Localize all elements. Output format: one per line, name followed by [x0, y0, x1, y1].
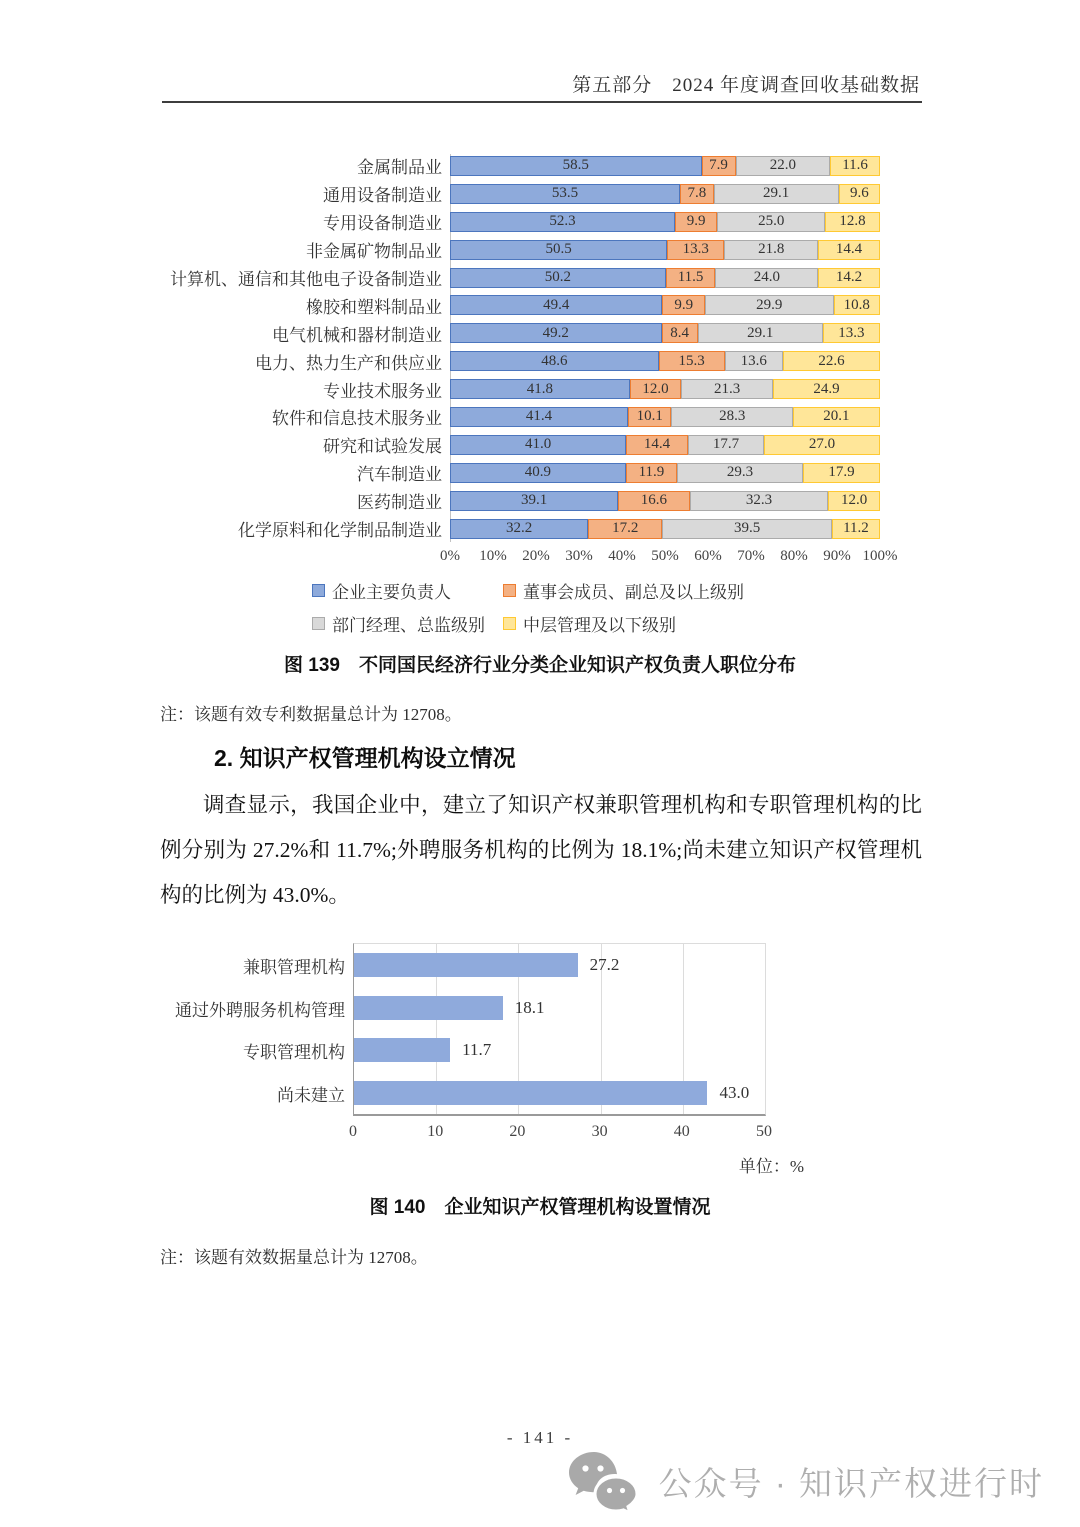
chart1-x-tick: 40%	[608, 548, 636, 565]
chart1-category-label: 电气机械和器材制造业	[272, 325, 442, 345]
chart1-row	[160, 152, 890, 180]
chart2-bar	[354, 996, 503, 1020]
chart1-bar-segment: 29.1	[698, 323, 823, 343]
chart1-row	[160, 375, 890, 403]
chart1-bar-segment: 49.4	[450, 295, 662, 315]
chart1-bar-segment: 20.1	[793, 407, 879, 427]
chart1-bar	[450, 156, 880, 176]
chart1-bar-segment: 29.1	[714, 184, 839, 204]
chart1-bar-segment: 24.9	[773, 379, 880, 399]
legend-swatch	[503, 584, 516, 597]
chart1-row	[160, 487, 890, 515]
chart1-bar-segment: 52.3	[450, 212, 675, 232]
legend-label: 董事会成员、副总及以上级别	[523, 583, 744, 602]
chart1-category-label: 医药制造业	[357, 493, 442, 513]
chart1-category-label: 专用设备制造业	[323, 214, 442, 234]
page-header: 第五部分 2024 年度调查回收基础数据	[572, 75, 920, 96]
chart1-bar-segment: 27.0	[764, 435, 880, 455]
chart1-row	[160, 208, 890, 236]
chart2-x-tick: 20	[509, 1123, 526, 1140]
chart1-bar-segment: 39.5	[662, 519, 832, 539]
body-paragraph: 调查显示，我国企业中，建立了知识产权兼职管理机构和专职管理机构的比例分别为 27.2%和 11.7%;外聘服务机构的比例为 18.1%;尚未建立知识产权管理机构的比例为 43.0%。	[160, 793, 922, 907]
chart1-bar-segment: 11.5	[666, 268, 715, 288]
chart1-bar-segment: 48.6	[450, 351, 659, 371]
chart2-x-tick: 40	[673, 1123, 690, 1140]
chart1-bar-segment: 17.2	[588, 519, 662, 539]
chart1-bar-segment: 17.9	[803, 463, 880, 483]
chart1-bar-segment: 10.1	[628, 407, 671, 427]
chart1-category-label: 金属制品业	[357, 158, 442, 178]
chart1-row	[160, 347, 890, 375]
chart1-bar-segment: 12.0	[828, 491, 880, 511]
chart1-x-tick: 0%	[440, 548, 460, 565]
chart2-bar	[354, 1081, 707, 1105]
chart1-bar-segment: 9.6	[839, 184, 880, 204]
legend-label: 企业主要负责人	[332, 583, 451, 602]
chart1-bar-segment: 25.0	[717, 212, 825, 232]
figure140-caption: 图 140 企业知识产权管理机构设置情况	[369, 1197, 711, 1218]
chart1-bar-segment: 14.2	[818, 268, 879, 288]
chart1-bar-segment: 32.3	[690, 491, 829, 511]
chart1-category-label: 非金属矿物制品业	[306, 242, 442, 262]
chart1-bar	[450, 379, 880, 399]
chart1-bar	[450, 435, 880, 455]
section-heading: 2. 知识产权管理机构设立情况	[214, 745, 516, 771]
chart1-category-label: 研究和试验发展	[323, 437, 442, 457]
chart2-unit-label: 单位：%	[738, 1157, 804, 1176]
chart2-value-label: 27.2	[589, 955, 620, 975]
chart1-x-tick: 80%	[780, 548, 808, 565]
chart1-bar-segment: 32.2	[450, 519, 588, 539]
chart1-bar-segment: 53.5	[450, 184, 680, 204]
chart1-bar-segment: 11.2	[832, 519, 880, 539]
legend-label: 部门经理、总监级别	[332, 616, 485, 635]
chart2-plot-area	[353, 943, 766, 1116]
chart2-value-label: 11.7	[462, 1040, 492, 1060]
chart1-bar	[450, 407, 880, 427]
chart1-category-label: 橡胶和塑料制品业	[306, 297, 442, 317]
chart1-bar	[450, 212, 880, 232]
watermark	[567, 1450, 1044, 1512]
chart1-x-tick: 20%	[522, 548, 550, 565]
chart1-bar-segment: 29.9	[705, 295, 834, 315]
chart1-bar-segment: 40.9	[450, 463, 626, 483]
chart1-category-label: 专业技术服务业	[323, 381, 442, 401]
chart1-row	[160, 431, 890, 459]
chart2-value-label: 43.0	[719, 1082, 750, 1102]
chart2-x-tick: 30	[591, 1123, 608, 1140]
chart1-category-label: 电力、热力生产和供应业	[255, 353, 442, 373]
figure140-note: 注：该题有效数据量总计为 12708。	[160, 1248, 428, 1267]
chart1-legend-item	[312, 578, 503, 603]
watermark-text: 公众号 · 知识产权进行时	[658, 1464, 1044, 1502]
chart1-bar-segment: 13.3	[667, 240, 724, 260]
chart2-x-tick: 50	[756, 1123, 772, 1140]
legend-swatch	[503, 617, 516, 630]
legend-swatch	[312, 617, 325, 630]
chart1-bar-segment: 58.5	[450, 156, 702, 176]
chart1-row	[160, 291, 890, 319]
chart1-bar-segment: 22.6	[783, 351, 880, 371]
chart1-bar-segment: 41.0	[450, 435, 626, 455]
chart1-bar-segment: 15.3	[659, 351, 725, 371]
chart1-bar	[450, 268, 880, 288]
chart1-legend	[312, 578, 744, 636]
chart1-bar-segment: 39.1	[450, 491, 618, 511]
chart1-bar	[450, 491, 880, 511]
chart1-bar-segment: 13.3	[823, 323, 880, 343]
chart1-category-label: 软件和信息技术服务业	[272, 409, 442, 429]
chart1-row	[160, 236, 890, 264]
chart-ip-management-setup	[160, 940, 860, 1175]
chart1-bar-segment: 49.2	[450, 323, 662, 343]
chart1-bar-segment: 50.2	[450, 268, 666, 288]
chart2-bar	[354, 1038, 450, 1062]
chart1-bar	[450, 463, 880, 483]
chart2-x-axis-ticks	[349, 1123, 772, 1145]
chart1-legend-item	[503, 611, 744, 636]
chart1-legend-item	[503, 578, 744, 603]
header-divider	[162, 101, 922, 103]
page-number: - 141 -	[506, 1428, 574, 1447]
chart1-bar-segment: 10.8	[834, 295, 880, 315]
chart1-bar-segment: 16.6	[618, 491, 689, 511]
chart1-row	[160, 459, 890, 487]
legend-label: 中层管理及以下级别	[523, 616, 676, 635]
chart1-bar-segment: 8.4	[662, 323, 698, 343]
chart2-category-label: 兼职管理机构	[243, 958, 345, 978]
chart1-bar-segment: 28.3	[671, 407, 793, 427]
chart1-x-tick: 100%	[862, 548, 898, 565]
chart1-bar-segment: 17.7	[688, 435, 764, 455]
chart1-row	[160, 403, 890, 431]
chart1-bar	[450, 295, 880, 315]
chart1-category-label: 计算机、通信和其他电子设备制造业	[170, 270, 442, 289]
chart1-bar	[450, 351, 880, 371]
chart1-bar-segment: 24.0	[715, 268, 818, 288]
figure139-caption: 图 139 不同国民经济行业分类企业知识产权负责人职位分布	[284, 655, 796, 676]
chart2-value-label: 18.1	[514, 997, 545, 1017]
chart-position-distribution	[160, 152, 898, 572]
chart1-bar	[450, 184, 880, 204]
chart1-x-axis-ticks	[440, 548, 898, 572]
chart1-row	[160, 180, 890, 208]
chart1-bar	[450, 519, 880, 539]
chart1-bar-segment: 50.5	[450, 240, 667, 260]
chart1-bar	[450, 240, 880, 260]
chart1-bar-segment: 12.0	[630, 379, 682, 399]
chart1-bar-segment: 13.6	[725, 351, 783, 371]
chart1-bar-segment: 14.4	[818, 240, 880, 260]
chart1-category-label: 通用设备制造业	[323, 186, 442, 206]
chart2-x-tick: 0	[349, 1123, 357, 1140]
chart2-category-label: 专职管理机构	[243, 1043, 345, 1063]
chart1-bar-segment: 7.8	[680, 184, 714, 204]
chart1-row	[160, 264, 890, 292]
chart2-category-label: 通过外聘服务机构管理	[175, 1000, 345, 1020]
chart1-bar-segment: 7.9	[702, 156, 736, 176]
chart1-bar	[450, 323, 880, 343]
chart1-bar-segment: 29.3	[677, 463, 803, 483]
chart2-x-tick: 10	[427, 1123, 444, 1140]
legend-swatch	[312, 584, 325, 597]
chart1-bar-segment: 21.3	[681, 379, 773, 399]
chart1-x-tick: 50%	[651, 548, 679, 565]
chart1-x-tick: 90%	[823, 548, 851, 565]
chart1-bar-segment: 9.9	[675, 212, 718, 232]
chart1-x-tick: 60%	[694, 548, 722, 565]
chart1-bar-segment: 11.9	[626, 463, 677, 483]
chart1-x-tick: 70%	[737, 548, 765, 565]
chart1-bar-segment: 11.6	[830, 156, 880, 176]
chart1-bar-segment: 9.9	[662, 295, 705, 315]
chart1-bar-segment: 41.8	[450, 379, 630, 399]
figure139-note: 注：该题有效专利数据量总计为 12708。	[160, 705, 462, 724]
chart1-row	[160, 515, 890, 543]
chart2-category-label: 尚未建立	[277, 1085, 345, 1105]
chart1-row	[160, 319, 890, 347]
chart1-bar-segment: 22.0	[736, 156, 831, 176]
chart2-bar	[354, 953, 578, 977]
chart1-x-tick: 30%	[565, 548, 593, 565]
chart1-bar-segment: 21.8	[724, 240, 818, 260]
chart1-x-tick: 10%	[479, 548, 507, 565]
chart1-rows	[160, 152, 890, 542]
chart1-bar-segment: 41.4	[450, 407, 628, 427]
chart1-bar-segment: 12.8	[825, 212, 880, 232]
chart1-category-label: 汽车制造业	[357, 465, 442, 485]
wechat-icon	[567, 1450, 643, 1512]
chart1-legend-item	[312, 611, 503, 636]
chart1-bar-segment: 14.4	[626, 435, 688, 455]
chart1-category-label: 化学原料和化学制品制造业	[238, 521, 442, 541]
